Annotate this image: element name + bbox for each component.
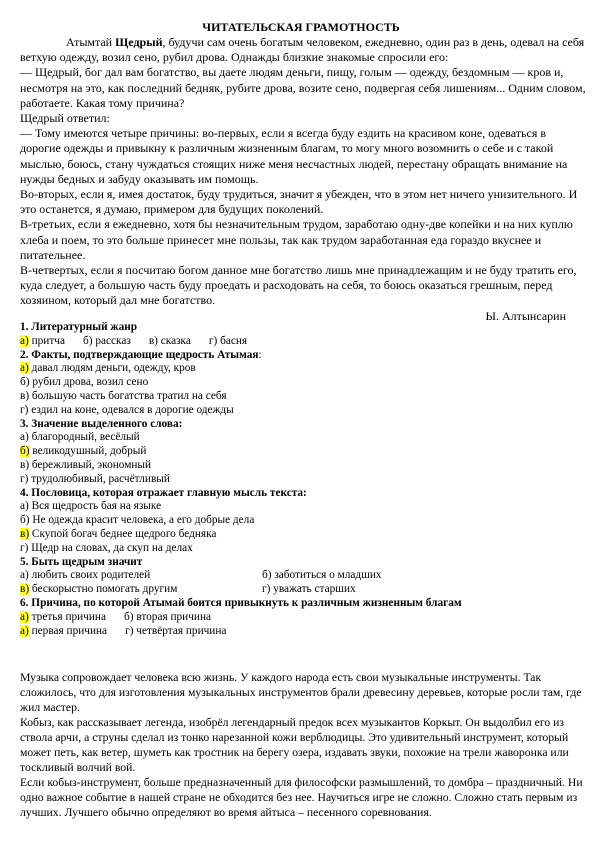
- q5-row-2: [20, 583, 586, 597]
- question-1-options: [20, 335, 586, 349]
- q3-option-b-marker: б): [20, 445, 30, 458]
- q5-option-c: бескорыстно помогать другим: [29, 583, 178, 596]
- question-6-title: 6. Причина, по которой Атымай боится привыкнуть к различным жизненным благам: [20, 596, 462, 609]
- q5-option-d: г) уважать старших: [262, 583, 356, 596]
- q1-option-b: б) рассказ: [82, 334, 131, 347]
- q4-option-a: а) Вся щедрость бая на языке: [20, 500, 162, 513]
- q4-option-c: Скупой богач беднее щедрого бедняка: [29, 527, 217, 540]
- q4-option-c-marker: в): [20, 527, 30, 540]
- music-paragraph-2: Кобыз, как рассказывает легенда, изобрёл легендарный предок всех музыкантов Коркыт. Он выдолбил его из ствола арчи, а струны сделал из тонко нарезанной кожи верблюдицы. Это удивительный инструмент, который может петь, как ветер, шуметь как тростник на берегу озера, издавать звуки, похожие на трели жаворонка или тоскливый волчий вой.: [20, 716, 569, 774]
- q6-row-2: [20, 625, 586, 639]
- question-4-title: 4. Пословица, которая отражает главную мысль текста:: [20, 486, 307, 499]
- q5-row-1: [20, 569, 586, 583]
- q1-option-a: притча: [28, 334, 65, 347]
- question-2-title: 2. Факты, подтверждающие щедрость Атымая: [20, 348, 259, 361]
- q2-option-a: давал людям деньги, одежду, кров: [28, 362, 196, 375]
- q6-option-c: первая причина: [28, 624, 108, 637]
- music-paragraph-3: Если кобыз-инструмент, больше предназначенный для философски размышлений, то домбра – праздничный. Ни одно важное событие в нашей стране не обходится без нее. Научиться игре не сложно. Сложно стать первым из лучших. Лучшего обычно определяют во время айтыса – песенного соревнования.: [20, 776, 583, 819]
- question-5-title: 5. Быть щедрым значит: [20, 555, 143, 568]
- story-paragraph-3: Щедрый ответил:: [20, 111, 110, 126]
- q3-option-b: великодушный, добрый: [29, 445, 147, 458]
- q6-row-1: [20, 611, 586, 625]
- story-paragraph-7: В-четвертых, если я посчитаю богом данное мне богатство лишь мне принадлежащим и не буду тратить его, куда следует, а большую часть буду проедать и расходовать на себя, то боюсь оказаться грешным, перед хозяином, который дал мне богатство.: [20, 263, 577, 308]
- q4-option-b: б) Не одежда красит человека, а его добрые дела: [20, 514, 255, 527]
- q4-option-d: г) Щедр на словах, да скуп на делах: [20, 541, 193, 554]
- q6-option-a: третья причина: [28, 610, 106, 623]
- q6-option-c-marker: а): [20, 624, 29, 637]
- question-3-title: 3. Значение выделенного слова:: [20, 417, 183, 430]
- story-text: [20, 35, 586, 324]
- story-paragraph-5: Во-вторых, если я, имея достаток, буду трудиться, значит я убежден, что в этом нет ничего унизительного. И это останется, я думаю, примером для будущих поколений.: [20, 187, 578, 217]
- q6-option-d: г) четвёртая причина: [125, 624, 227, 637]
- quiz-section: [20, 321, 586, 638]
- music-paragraph-1: Музыка сопровождает человека всю жизнь. У каждого народа есть свои музыкальные инструменты. Так сложилось, что для изготовления музыкальных инструментов брали древесину деревьев, которые росли там, где жил мастер.: [20, 671, 582, 714]
- q3-option-b-line: [20, 445, 586, 459]
- q1-option-a-marker: а): [20, 334, 29, 347]
- story-p1-start: Атымтай: [66, 35, 116, 49]
- q3-option-d: г) трудолюбивый, расчётливый: [20, 472, 170, 485]
- question-1-title: 1. Литературный жанр: [20, 321, 138, 333]
- q1-option-d: г) басня: [208, 334, 248, 347]
- q3-option-a: а) благородный, весёлый: [20, 431, 140, 444]
- music-text: [20, 670, 586, 820]
- story-paragraph-1: [20, 35, 586, 65]
- question-2-title-line: [20, 349, 586, 363]
- q2-option-b: б) рубил дрова, возил сено: [20, 376, 149, 389]
- story-author: Ы. Алтынсарин: [485, 308, 566, 323]
- story-paragraph-6: В-третьих, если я ежедневно, хотя бы незначительным трудом, заработаю одну-две копейки и на них куплю хлеба и поем, то это больше принесет мне пользы, так как трудом заработанная еда гораздо вкуснее и питательнее.: [20, 217, 573, 262]
- q4-option-c-line: [20, 528, 586, 542]
- story-paragraph-4: — Тому имеются четыре причины: во-первых, если я всегда буду ездить на красивом коне, одеваться в дорогие одежды и привыкну к различным жизненным благам, то могу много возомнить о себе и с такой мыслью, боюсь, стану чуждаться стоящих ниже меня несчастных людей, перестану обращать внимание на нужды бедных и забуду оказывать им помощь.: [20, 126, 568, 186]
- story-paragraph-2: — Щедрый, бог дал вам богатство, вы даете людям деньги, пищу, голым — одежду, бездомным — кров и, несмотря на это, как последний бедняк, рубите дрова, возите сено, подвергая себя лишениям... Одним словом, работаете. Какая тому причина?: [20, 65, 586, 110]
- highlighted-word-shchedry: Щедрый: [115, 35, 163, 49]
- q5-option-c-marker: в): [20, 583, 30, 596]
- q2-option-a-marker: а): [20, 362, 29, 375]
- q2-option-a-line: [20, 362, 586, 376]
- page-title: ЧИТАТЕЛЬСКАЯ ГРАМОТНОСТЬ: [202, 20, 400, 34]
- question-2-colon: :: [258, 348, 262, 361]
- q1-option-c: в) сказка: [148, 334, 191, 347]
- q3-option-c: в) бережливый, экономный: [20, 458, 152, 471]
- q5-option-b: б) заботиться о младших: [262, 569, 382, 582]
- q6-option-b: б) вторая причина: [123, 610, 212, 623]
- q2-option-c: в) большую часть богатства тратил на себя: [20, 389, 227, 402]
- q6-option-a-marker: а): [20, 610, 29, 623]
- story-p1-rest: , будучи сам очень богатым человеком, ежедневно, один раз в день, одевал на себя ветхую одежду, возил сено, рубил дрова. Однажды близкие знакомые спросили его:: [20, 35, 585, 65]
- q5-option-a: а) любить своих родителей: [20, 569, 151, 582]
- q2-option-d: г) ездил на коне, одевался в дорогие одежды: [20, 403, 234, 416]
